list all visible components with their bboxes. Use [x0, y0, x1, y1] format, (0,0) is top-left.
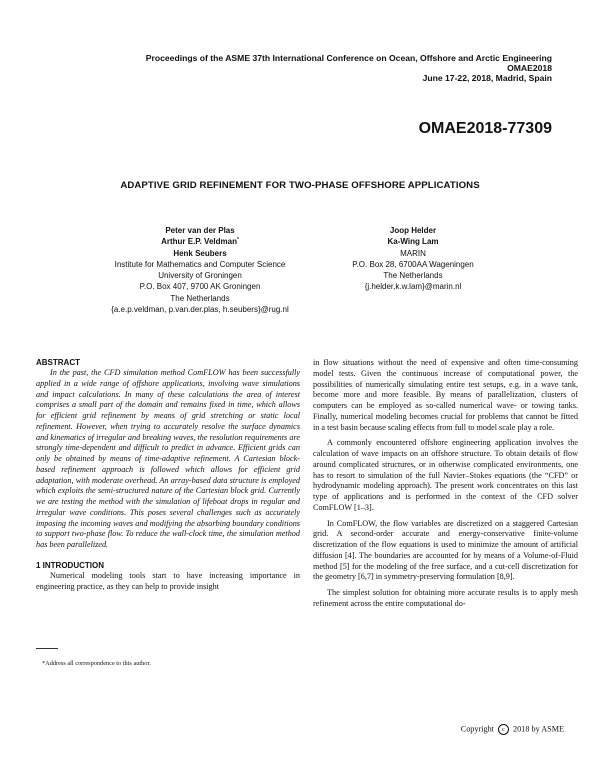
copyright-label: Copyright	[460, 724, 494, 734]
affiliation-line: P.O. Box 28, 6700AA Wageningen	[352, 259, 474, 269]
body-paragraph: in flow situations without the need of expensive and often time-consuming model tests. Given the continuous increase of computational power, the possibilities of numerically simulating entire test setups, e.g. in a wave tank, become more and more feasible. By means of parallelization, clusters of computers can be employed as so-called numerical wave- or towing tanks. Finally, numerical modeling becomes crucial for problems that cannot be fitted in a test basin because scaling effects from full to model scale play a role.	[313, 358, 578, 432]
body-paragraph: A commonly encountered offshore engineering application involves the calculation of wave impacts on an offshore structure. To obtain details of flow around complicated structures, or in otherwise complicated environments, one has to resort to simulation of the full Navier–Stokes equations (the “CFD” or hydrodynamic modeling approach). The present work concentrates on this last type of applications and is performed in the context of the CFD solver ComFLOW [1–3].	[313, 438, 578, 512]
introduction-heading: 1 INTRODUCTION	[36, 560, 104, 570]
introduction-paragraph: Numerical modeling tools start to have increasing importance in engineering practice, as they can help to provide insight	[36, 570, 300, 591]
author-block-right	[318, 225, 508, 293]
conference-line: June 17-22, 2018, Madrid, Spain	[422, 73, 552, 84]
conference-header	[32, 53, 552, 84]
author-emails: {j.helder,k.w.lam}@marin.nl	[364, 282, 462, 292]
author-emails: {a.e.p.veldman, p.van.der.plas, h.seubers}@rug.nl	[111, 305, 289, 315]
left-column	[36, 358, 300, 592]
body-paragraph: The simplest solution for obtaining more accurate results is to apply mesh refinement across the entire computational do-	[313, 588, 578, 608]
affiliation-line: Institute for Mathematics and Computer Science	[114, 259, 286, 269]
author-name: Henk Seubers	[173, 248, 227, 258]
copyright-icon: c	[498, 724, 509, 735]
copyright-notice	[461, 724, 564, 735]
paper-title: ADAPTIVE GRID REFINEMENT FOR TWO-PHASE OFFSHORE APPLICATIONS	[120, 180, 480, 191]
author-name: Joop Helder	[389, 226, 437, 235]
conference-line: OMAE2018	[507, 63, 552, 74]
footnote-mark: *	[236, 237, 239, 244]
footnote: *Address all correspondence to this author.	[42, 660, 151, 667]
copyright-year: 2018 by ASME	[513, 724, 564, 734]
author-name: Ka-Wing Lam	[387, 237, 439, 247]
affiliation-line: The Netherlands	[383, 271, 443, 281]
conference-line: Proceedings of the ASME 37th International Conference on Ocean, Offshore and Arctic Engineering	[145, 53, 552, 63]
abstract-heading: ABSTRACT	[36, 358, 80, 367]
author-name-corresponding	[105, 236, 295, 247]
body-paragraph: In ComFLOW, the flow variables are discretized on a staggered Cartesian grid. A second-order accurate and energy-conservative finite-volume discretization of the flow equations is used to minimize the amount of artificial diffusion [4]. The boundaries are accounted for by means of a Volume-of-Fluid method [5] for the modeling of the free surface, and a cut-cell discretization for the geometry [6,7] in symmetry-preserving formulation [8,9].	[313, 518, 578, 582]
abstract-text: In the past, the CFD simulation method ComFLOW has been successfully applied in a wide range of offshore applications, involving wave simulations and impact calculations. In many of these calculations the area of interest comprises a small part of the domain and remains fixed in time, which allows for efficient grid refinement by means of grid stretching or static local refinement. However, when trying to accurately resolve the surface dynamics and kinematics of irregular and breaking waves, the resolution requirements are strongly time-dependent and difficult to predict in advance. Efficient grids can only be obtained by means of time-adaptive refinement. A Cartesian block-based refinement approach is followed which allows for efficient grid adaptation, with moderate overhead. An array-based data structure is employed which exploits the semi-structured nature of the Cartesian block grid. Currently we are testing the method with the simulation of lifeboat drops in regular and irregular wave conditions. This poses several challenges such as accurately imposing the incoming waves and modifying the absorbing boundary conditions to support two-phase flow. To reduce the wall-clock time, the simulation method has been parallelized.	[36, 368, 300, 549]
affiliation-line: The Netherlands	[170, 293, 230, 303]
affiliation-line: P.O. Box 407, 9700 AK Groningen	[139, 282, 261, 292]
footnote-rule	[36, 648, 58, 649]
affiliation-line: University of Groningen	[158, 271, 242, 281]
author-name: Arthur E.P. Veldman	[161, 237, 237, 247]
right-column	[313, 358, 578, 610]
author-name: Peter van der Plas	[165, 226, 235, 235]
affiliation-line: MARIN	[400, 248, 426, 258]
author-block-left	[105, 225, 295, 315]
paper-id: OMAE2018-77309	[418, 120, 552, 137]
